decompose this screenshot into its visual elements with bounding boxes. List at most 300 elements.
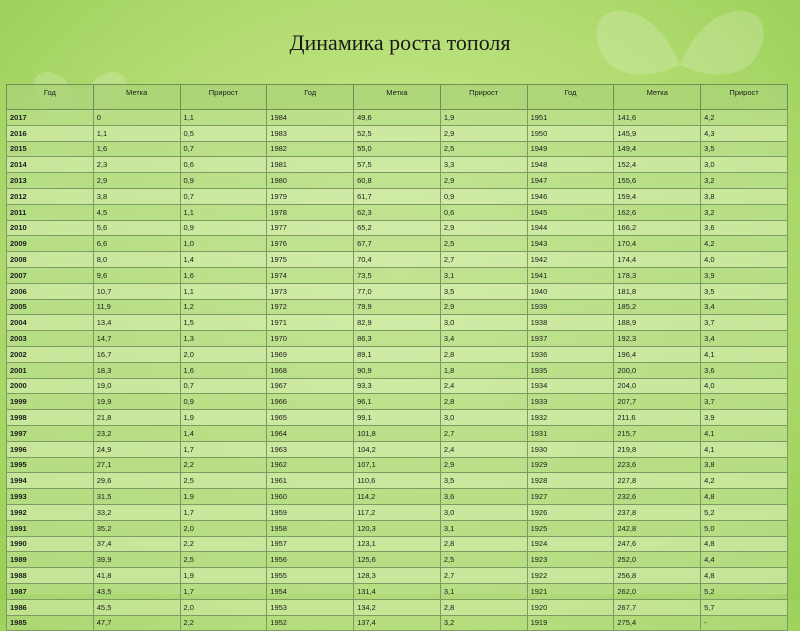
table-cell: 1975 [267, 252, 354, 268]
table-cell: 1934 [527, 378, 614, 394]
table-cell: 2,8 [440, 599, 527, 615]
table-row [7, 236, 788, 252]
table-cell: 2011 [7, 204, 94, 220]
table-row [7, 599, 788, 615]
table-row [7, 394, 788, 410]
table-cell: 3,2 [701, 204, 788, 220]
table-cell: 61,7 [354, 188, 441, 204]
table-row [7, 473, 788, 489]
table-cell: 1994 [7, 473, 94, 489]
table-cell: 1,6 [93, 141, 180, 157]
table-cell: 1931 [527, 425, 614, 441]
table-cell: 159,4 [614, 188, 701, 204]
table-cell: 204,0 [614, 378, 701, 394]
table-cell: 45,5 [93, 599, 180, 615]
table-cell: 1924 [527, 536, 614, 552]
table-cell: 13,4 [93, 315, 180, 331]
table-cell: 196,4 [614, 346, 701, 362]
table-cell: 1991 [7, 520, 94, 536]
table-cell: 1976 [267, 236, 354, 252]
table-cell: 43,5 [93, 583, 180, 599]
table-cell: 3,5 [440, 473, 527, 489]
table-cell: 1937 [527, 331, 614, 347]
table-cell: 1920 [527, 599, 614, 615]
table-cell: 207,7 [614, 394, 701, 410]
table-cell: 1933 [527, 394, 614, 410]
table-cell: 0,6 [180, 157, 267, 173]
table-cell: 1983 [267, 125, 354, 141]
table-cell: 1943 [527, 236, 614, 252]
table-cell: 65,2 [354, 220, 441, 236]
table-cell: 1962 [267, 457, 354, 473]
table-cell: 1988 [7, 568, 94, 584]
table-cell: 2007 [7, 267, 94, 283]
table-cell: 252,0 [614, 552, 701, 568]
table-cell: 2001 [7, 362, 94, 378]
table-cell: 1923 [527, 552, 614, 568]
table-cell: 3,2 [701, 173, 788, 189]
table-cell: 1979 [267, 188, 354, 204]
table-cell: 1921 [527, 583, 614, 599]
table-row [7, 173, 788, 189]
table-cell: 2,5 [440, 552, 527, 568]
table-cell: 1,1 [93, 125, 180, 141]
table-cell: 1961 [267, 473, 354, 489]
table-cell: 174,4 [614, 252, 701, 268]
table-cell: 4,4 [701, 552, 788, 568]
table-cell: 4,1 [701, 425, 788, 441]
table-cell: 2003 [7, 331, 94, 347]
table-cell: 1939 [527, 299, 614, 315]
table-cell: 0,7 [180, 141, 267, 157]
table-cell: 3,8 [701, 457, 788, 473]
table-cell: 1953 [267, 599, 354, 615]
table-cell: 41,8 [93, 568, 180, 584]
table-cell: 3,2 [440, 615, 527, 631]
table-cell: 1978 [267, 204, 354, 220]
table-cell: 219,8 [614, 441, 701, 457]
poplar-growth-table [6, 84, 788, 631]
table-cell: 104,2 [354, 441, 441, 457]
table-cell: 2016 [7, 125, 94, 141]
table-cell: 3,1 [440, 520, 527, 536]
table-cell: 1963 [267, 441, 354, 457]
table-cell: 1985 [7, 615, 94, 631]
table-cell: 1935 [527, 362, 614, 378]
table-cell: 19,0 [93, 378, 180, 394]
table-cell: 99,1 [354, 410, 441, 426]
table-cell: 3,4 [701, 299, 788, 315]
table-cell: 86,3 [354, 331, 441, 347]
table-cell: 23,2 [93, 425, 180, 441]
table-cell: 3,5 [701, 283, 788, 299]
table-cell: 2,7 [440, 425, 527, 441]
table-cell: 2,4 [440, 378, 527, 394]
table-cell: 2,5 [440, 141, 527, 157]
table-cell: 1958 [267, 520, 354, 536]
table-cell: 2005 [7, 299, 94, 315]
table-cell: 4,8 [701, 489, 788, 505]
table-cell: 1977 [267, 220, 354, 236]
table-cell: 5,2 [701, 583, 788, 599]
table-cell: 227,8 [614, 473, 701, 489]
table-cell: 1974 [267, 267, 354, 283]
table-cell: 1,7 [180, 441, 267, 457]
table-cell: 90,9 [354, 362, 441, 378]
table-cell: 200,0 [614, 362, 701, 378]
table-cell: 2,8 [440, 394, 527, 410]
table-row [7, 267, 788, 283]
table-row [7, 441, 788, 457]
table-cell: 4,2 [701, 236, 788, 252]
table-cell: 134,2 [354, 599, 441, 615]
table-cell: 55,0 [354, 141, 441, 157]
table-cell: 4,0 [701, 252, 788, 268]
table-cell: 1940 [527, 283, 614, 299]
table-cell: 62,3 [354, 204, 441, 220]
table-cell: 4,1 [701, 441, 788, 457]
table-cell: 1,8 [440, 362, 527, 378]
table-row [7, 489, 788, 505]
table-cell: 3,6 [701, 220, 788, 236]
table-cell: 1952 [267, 615, 354, 631]
table-cell: 52,5 [354, 125, 441, 141]
table-cell: 1,4 [180, 425, 267, 441]
table-cell: 152,4 [614, 157, 701, 173]
table-cell: 2,9 [440, 125, 527, 141]
table-cell: 1928 [527, 473, 614, 489]
table-cell: 1,2 [180, 299, 267, 315]
table-row [7, 125, 788, 141]
table-cell: 1,5 [180, 315, 267, 331]
table-cell: 2,7 [440, 252, 527, 268]
table-cell: 1,9 [180, 489, 267, 505]
table-row [7, 425, 788, 441]
table-cell: 185,2 [614, 299, 701, 315]
table-cell: 1960 [267, 489, 354, 505]
table-header-row [7, 85, 788, 110]
table-row [7, 536, 788, 552]
table-cell: 1969 [267, 346, 354, 362]
table-cell: 3,3 [440, 157, 527, 173]
table-cell: 1930 [527, 441, 614, 457]
table-cell: 101,8 [354, 425, 441, 441]
table-cell: 114,2 [354, 489, 441, 505]
table-cell: 1987 [7, 583, 94, 599]
table-cell: 2,5 [180, 473, 267, 489]
table-cell: 1945 [527, 204, 614, 220]
table-cell: 1959 [267, 504, 354, 520]
table-cell: 70,4 [354, 252, 441, 268]
table-row [7, 252, 788, 268]
table-cell: 1982 [267, 141, 354, 157]
table-cell: 73,5 [354, 267, 441, 283]
table-row [7, 299, 788, 315]
table-cell: 39,9 [93, 552, 180, 568]
column-header: Прирост [440, 85, 527, 110]
table-row [7, 504, 788, 520]
table-cell: 2004 [7, 315, 94, 331]
table-cell: 2013 [7, 173, 94, 189]
table-cell: 4,2 [701, 473, 788, 489]
table-cell: 1929 [527, 457, 614, 473]
table-cell: 24,9 [93, 441, 180, 457]
table-cell: 120,3 [354, 520, 441, 536]
table-cell: 14,7 [93, 331, 180, 347]
table-cell: 3,9 [701, 410, 788, 426]
table-cell: 3,9 [701, 267, 788, 283]
table-cell: 29,6 [93, 473, 180, 489]
table-cell: 1,0 [180, 236, 267, 252]
table-cell: 2000 [7, 378, 94, 394]
table-cell: 237,8 [614, 504, 701, 520]
table-row [7, 378, 788, 394]
table-cell: 1973 [267, 283, 354, 299]
table-cell: 1967 [267, 378, 354, 394]
table-cell: 1,4 [180, 252, 267, 268]
table-cell: 267,7 [614, 599, 701, 615]
table-cell: 4,2 [701, 110, 788, 126]
table-cell: 149,4 [614, 141, 701, 157]
table-cell: 1951 [527, 110, 614, 126]
table-cell: 3,8 [93, 188, 180, 204]
table-cell: 2017 [7, 110, 94, 126]
table-cell: 18,3 [93, 362, 180, 378]
table-cell: 3,1 [440, 267, 527, 283]
table-cell: 1,1 [180, 204, 267, 220]
table-row [7, 188, 788, 204]
table-cell: 262,0 [614, 583, 701, 599]
table-cell: 1932 [527, 410, 614, 426]
table-row [7, 520, 788, 536]
table-cell: 0,7 [180, 378, 267, 394]
table-cell: 2014 [7, 157, 94, 173]
table-cell: 2008 [7, 252, 94, 268]
table-cell: 4,3 [701, 125, 788, 141]
table-cell: 2,9 [440, 299, 527, 315]
table-cell: 5,0 [701, 520, 788, 536]
column-header: Прирост [701, 85, 788, 110]
table-cell: 1999 [7, 394, 94, 410]
table-cell: 211,6 [614, 410, 701, 426]
table-cell: 3,4 [440, 331, 527, 347]
table-cell: 1966 [267, 394, 354, 410]
poplar-growth-table-container [6, 84, 788, 628]
table-cell: 1,6 [180, 362, 267, 378]
table-cell: 1989 [7, 552, 94, 568]
table-cell: 155,6 [614, 173, 701, 189]
table-row [7, 157, 788, 173]
table-cell: 107,1 [354, 457, 441, 473]
table-cell: 1997 [7, 425, 94, 441]
column-header: Год [7, 85, 94, 110]
table-cell: 141,6 [614, 110, 701, 126]
table-cell: 3,4 [701, 331, 788, 347]
table-cell: 4,8 [701, 568, 788, 584]
table-row [7, 552, 788, 568]
table-cell: 2,3 [93, 157, 180, 173]
table-cell: 31,5 [93, 489, 180, 505]
table-cell: 110,6 [354, 473, 441, 489]
table-row [7, 110, 788, 126]
table-cell: 1,7 [180, 504, 267, 520]
table-row [7, 331, 788, 347]
table-cell: 93,3 [354, 378, 441, 394]
table-cell: 1922 [527, 568, 614, 584]
column-header: Год [267, 85, 354, 110]
table-cell: 3,0 [440, 504, 527, 520]
table-cell: 1964 [267, 425, 354, 441]
table-row [7, 457, 788, 473]
table-row [7, 568, 788, 584]
table-cell: 1992 [7, 504, 94, 520]
table-cell: 49,6 [354, 110, 441, 126]
column-header: Метка [614, 85, 701, 110]
table-cell: 247,6 [614, 536, 701, 552]
column-header: Прирост [180, 85, 267, 110]
table-cell: 89,1 [354, 346, 441, 362]
table-cell: 47,7 [93, 615, 180, 631]
table-cell: 35,2 [93, 520, 180, 536]
table-cell: 1919 [527, 615, 614, 631]
table-cell: 2,5 [180, 552, 267, 568]
table-cell: 3,0 [440, 410, 527, 426]
table-cell: 2,5 [440, 236, 527, 252]
table-cell: 275,4 [614, 615, 701, 631]
table-cell: 242,8 [614, 520, 701, 536]
table-cell: 1942 [527, 252, 614, 268]
table-cell: 0,9 [440, 188, 527, 204]
table-row [7, 410, 788, 426]
table-cell: 82,9 [354, 315, 441, 331]
table-cell: 145,9 [614, 125, 701, 141]
table-cell: 178,3 [614, 267, 701, 283]
table-cell: 162,6 [614, 204, 701, 220]
table-cell: 9,6 [93, 267, 180, 283]
table-cell: 1986 [7, 599, 94, 615]
table-cell: 2,9 [440, 220, 527, 236]
table-cell: 1925 [527, 520, 614, 536]
table-cell: 5,7 [701, 599, 788, 615]
table-cell: 2,4 [440, 441, 527, 457]
table-cell: 170,4 [614, 236, 701, 252]
table-cell: 215,7 [614, 425, 701, 441]
table-cell: 8,0 [93, 252, 180, 268]
table-cell: 1926 [527, 504, 614, 520]
table-row [7, 583, 788, 599]
table-cell: 1996 [7, 441, 94, 457]
table-cell: 27,1 [93, 457, 180, 473]
table-cell: 1998 [7, 410, 94, 426]
table-cell: 1941 [527, 267, 614, 283]
table-cell: 77,0 [354, 283, 441, 299]
table-cell: 0,9 [180, 173, 267, 189]
table-cell: 1981 [267, 157, 354, 173]
table-cell: 1957 [267, 536, 354, 552]
table-cell: 1990 [7, 536, 94, 552]
table-cell: - [701, 615, 788, 631]
table-cell: 3,6 [701, 362, 788, 378]
table-cell: 1954 [267, 583, 354, 599]
table-cell: 128,3 [354, 568, 441, 584]
table-cell: 3,5 [701, 141, 788, 157]
page-title: Динамика роста тополя [289, 30, 511, 55]
table-cell: 1956 [267, 552, 354, 568]
column-header: Метка [354, 85, 441, 110]
table-cell: 0,9 [180, 220, 267, 236]
table-cell: 2,8 [440, 346, 527, 362]
table-row [7, 315, 788, 331]
table-cell: 1980 [267, 173, 354, 189]
table-cell: 223,6 [614, 457, 701, 473]
table-cell: 192,3 [614, 331, 701, 347]
table-cell: 181,8 [614, 283, 701, 299]
table-cell: 10,7 [93, 283, 180, 299]
table-cell: 4,5 [93, 204, 180, 220]
table-cell: 232,6 [614, 489, 701, 505]
table-row [7, 220, 788, 236]
table-cell: 1,9 [180, 568, 267, 584]
table-cell: 1971 [267, 315, 354, 331]
table-cell: 123,1 [354, 536, 441, 552]
table-cell: 2,9 [93, 173, 180, 189]
table-cell: 67,7 [354, 236, 441, 252]
table-cell: 6,6 [93, 236, 180, 252]
table-cell: 2,7 [440, 568, 527, 584]
table-cell: 125,6 [354, 552, 441, 568]
table-cell: 1995 [7, 457, 94, 473]
table-cell: 1,3 [180, 331, 267, 347]
table-cell: 1,1 [180, 110, 267, 126]
table-cell: 1950 [527, 125, 614, 141]
table-cell: 117,2 [354, 504, 441, 520]
table-cell: 3,8 [701, 188, 788, 204]
table-cell: 2015 [7, 141, 94, 157]
table-cell: 2,0 [180, 346, 267, 362]
table-cell: 1,1 [180, 283, 267, 299]
table-cell: 1,6 [180, 267, 267, 283]
table-cell: 1944 [527, 220, 614, 236]
table-cell: 1938 [527, 315, 614, 331]
table-cell: 188,9 [614, 315, 701, 331]
table-cell: 131,4 [354, 583, 441, 599]
table-cell: 2,8 [440, 536, 527, 552]
table-row [7, 615, 788, 631]
table-cell: 1,7 [180, 583, 267, 599]
table-cell: 1927 [527, 489, 614, 505]
table-body [7, 110, 788, 631]
table-row [7, 204, 788, 220]
table-cell: 2006 [7, 283, 94, 299]
table-cell: 5,2 [701, 504, 788, 520]
table-cell: 4,1 [701, 346, 788, 362]
table-cell: 1946 [527, 188, 614, 204]
table-cell: 2,9 [440, 173, 527, 189]
table-cell: 137,4 [354, 615, 441, 631]
table-cell: 1972 [267, 299, 354, 315]
table-row [7, 283, 788, 299]
table-cell: 1968 [267, 362, 354, 378]
table-cell: 4,8 [701, 536, 788, 552]
table-cell: 60,8 [354, 173, 441, 189]
table-cell: 1955 [267, 568, 354, 584]
table-cell: 1965 [267, 410, 354, 426]
table-cell: 0,7 [180, 188, 267, 204]
table-cell: 1949 [527, 141, 614, 157]
table-row [7, 141, 788, 157]
table-cell: 3,6 [440, 489, 527, 505]
table-cell: 3,1 [440, 583, 527, 599]
